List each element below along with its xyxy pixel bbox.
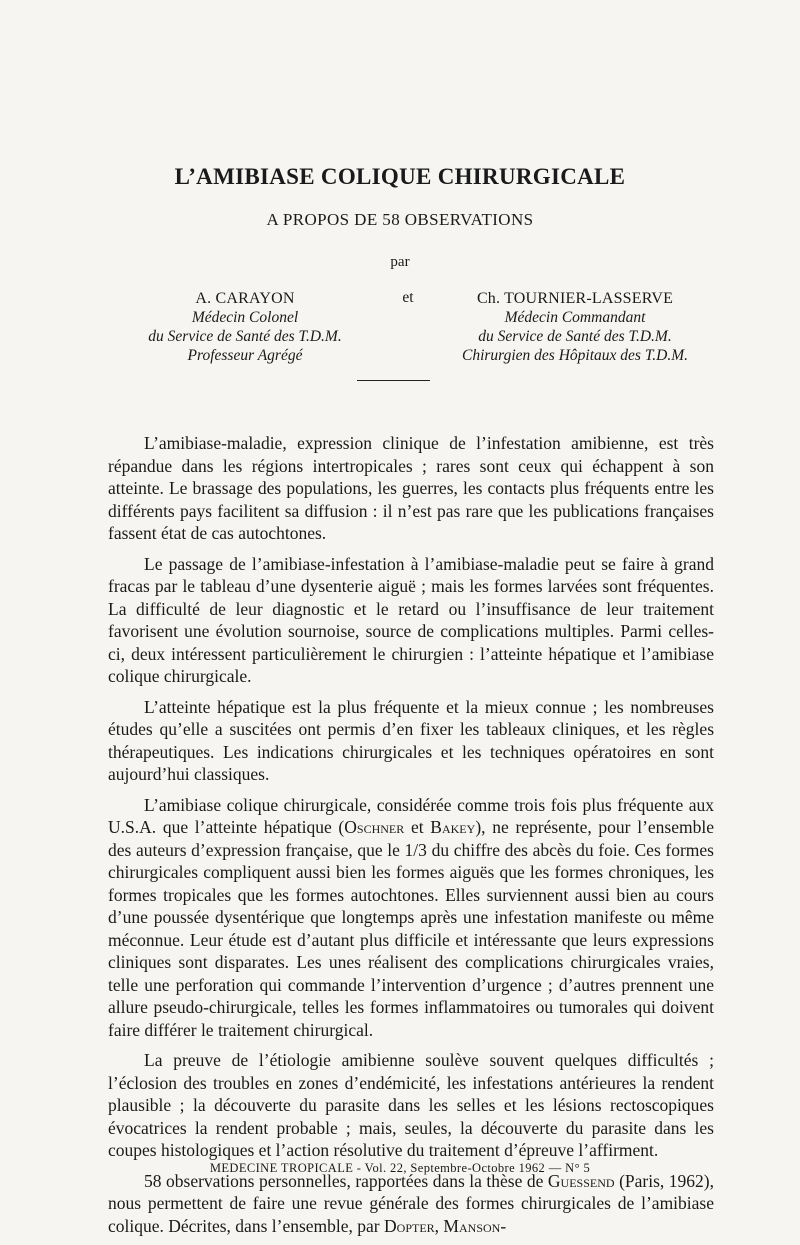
cited-author-guessend: Guessend bbox=[547, 1170, 615, 1191]
author-2-name: Ch. TOURNIER-LASSERVE bbox=[476, 290, 674, 307]
author-1-name: A. CARAYON bbox=[195, 290, 295, 307]
paragraph-6-text-b: (Paris, 1962), nous permettent de faire une revue générale des formes chirurgicales de l’amibiase colique. Décrites, dans l’ensemble, par bbox=[108, 1170, 714, 1236]
author-2-service: du Service de Santé des T.D.M. bbox=[478, 328, 672, 345]
article-title: L’AMIBIASE COLIQUE CHIRURGICALE bbox=[174, 164, 626, 189]
author-1 bbox=[100, 289, 390, 365]
author-conjunction: et bbox=[402, 289, 414, 306]
byline-par: par bbox=[390, 254, 410, 270]
paragraph-3: L’atteinte hépatique est la plus fréquente et la mieux connue ; les nombreuses études qu’elle a suscitées ont permis d’en fixer les tableaux cliniques, et les règles thérapeutiques. Les indications chirurgicales et les techniques opératoires en sont aujourd’hui classiques. bbox=[108, 696, 714, 784]
paragraph-4-text-b: ), ne représente, pour l’ensemble des auteurs d’expression française, que le 1/3 du chiffre des abcès du foie. Ces formes chirurgicales compliquent aussi bien les formes aiguës que les formes chroniques, les formes tropicales que les formes autochtones. Elles surviennent aussi bien au cours d’une poussée dysentérique que longtemps après une infestation manifeste ou même méconnue. Leur étude est d’autant plus difficile et intéressante que leurs expressions cliniques sont disparates. Les unes réalisent des complications chirurgicales vraies, telle une perforation qui commande l’intervention d’urgence ; d’autres prennent une allure pseudo-chirurgicale, telles les formes inflammatoires ou tumorales qui doivent faire différer le traitement chirurgical. bbox=[108, 817, 714, 1040]
author-2-rank: Médecin Commandant bbox=[504, 309, 646, 326]
paragraph-6-text-a: 58 observations personnelles, rapportées dans la thèse de bbox=[144, 1170, 548, 1191]
author-2 bbox=[430, 289, 720, 365]
author-2-title: Chirurgien des Hôpitaux des T.D.M. bbox=[461, 347, 689, 364]
author-1-rank: Médecin Colonel bbox=[191, 309, 299, 326]
journal-footer: MEDECINE TROPICALE - Vol. 22, Septembre-Octobre 1962 — N° 5 bbox=[209, 1161, 591, 1175]
paragraph-4-text-a: L’amibiase colique chirurgicale, considérée comme trois fois plus fréquente aux U.S.A. que l’atteinte hépatique ( bbox=[108, 794, 714, 837]
cited-author-dopter: Dopter bbox=[384, 1215, 435, 1236]
cited-author-bakey: Bakey bbox=[430, 817, 476, 837]
cited-author-oschner: Oschner bbox=[344, 817, 405, 837]
author-1-title: Professeur Agrégé bbox=[187, 347, 303, 364]
paragraph-5: La preuve de l’étiologie amibienne soulève souvent quelques difficultés ; l’éclosion des troubles en zones d’endémicité, les infestations antérieures la rendent plausible ; la découverte du parasite dans les selles et les lésions rectoscopiques évocatrices la rendent probable ; mais, seules, la découverte du parasite dans les coupes histologiques et l’action résolutive du traitement d’épreuve l’affirment. bbox=[108, 1050, 714, 1160]
author-1-service: du Service de Santé des T.D.M. bbox=[148, 328, 342, 345]
separator-rule bbox=[357, 380, 430, 381]
paragraph-4 bbox=[108, 794, 714, 1042]
article-body bbox=[108, 432, 714, 1245]
paragraph-6-text-c: , bbox=[434, 1215, 444, 1236]
article-subtitle: A PROPOS DE 58 OBSERVATIONS bbox=[266, 210, 534, 229]
paragraph-4-et: et bbox=[404, 817, 431, 837]
paragraph-2: Le passage de l’amibiase-infestation à l’amibiase-maladie peut se faire à grand fracas par le tableau d’une dysenterie aiguë ; mais les formes larvées sont fréquentes. La difficulté de leur diagnostic et le retard ou l’insuffisance de leur traitement favorisent une évolution sournoise, source de complications multiples. Parmi celles-ci, deux intéressent particulièrement le chirurgien : l’atteinte hépatique et l’amibiase colique chirurgicale. bbox=[108, 553, 714, 686]
cited-author-manson: Manson- bbox=[443, 1215, 507, 1236]
paragraph-6 bbox=[108, 1170, 714, 1238]
paragraph-1: L’amibiase-maladie, expression clinique de l’infestation amibienne, est très répandue dans les régions intertropicales ; rares sont ceux qui échappent à son atteinte. Le brassage des populations, les guerres, les contacts plus fréquents entre les différents pays facilitent sa diffusion : il n’est pas rare que les publications françaises fassent état de cas autochtones. bbox=[108, 433, 714, 543]
